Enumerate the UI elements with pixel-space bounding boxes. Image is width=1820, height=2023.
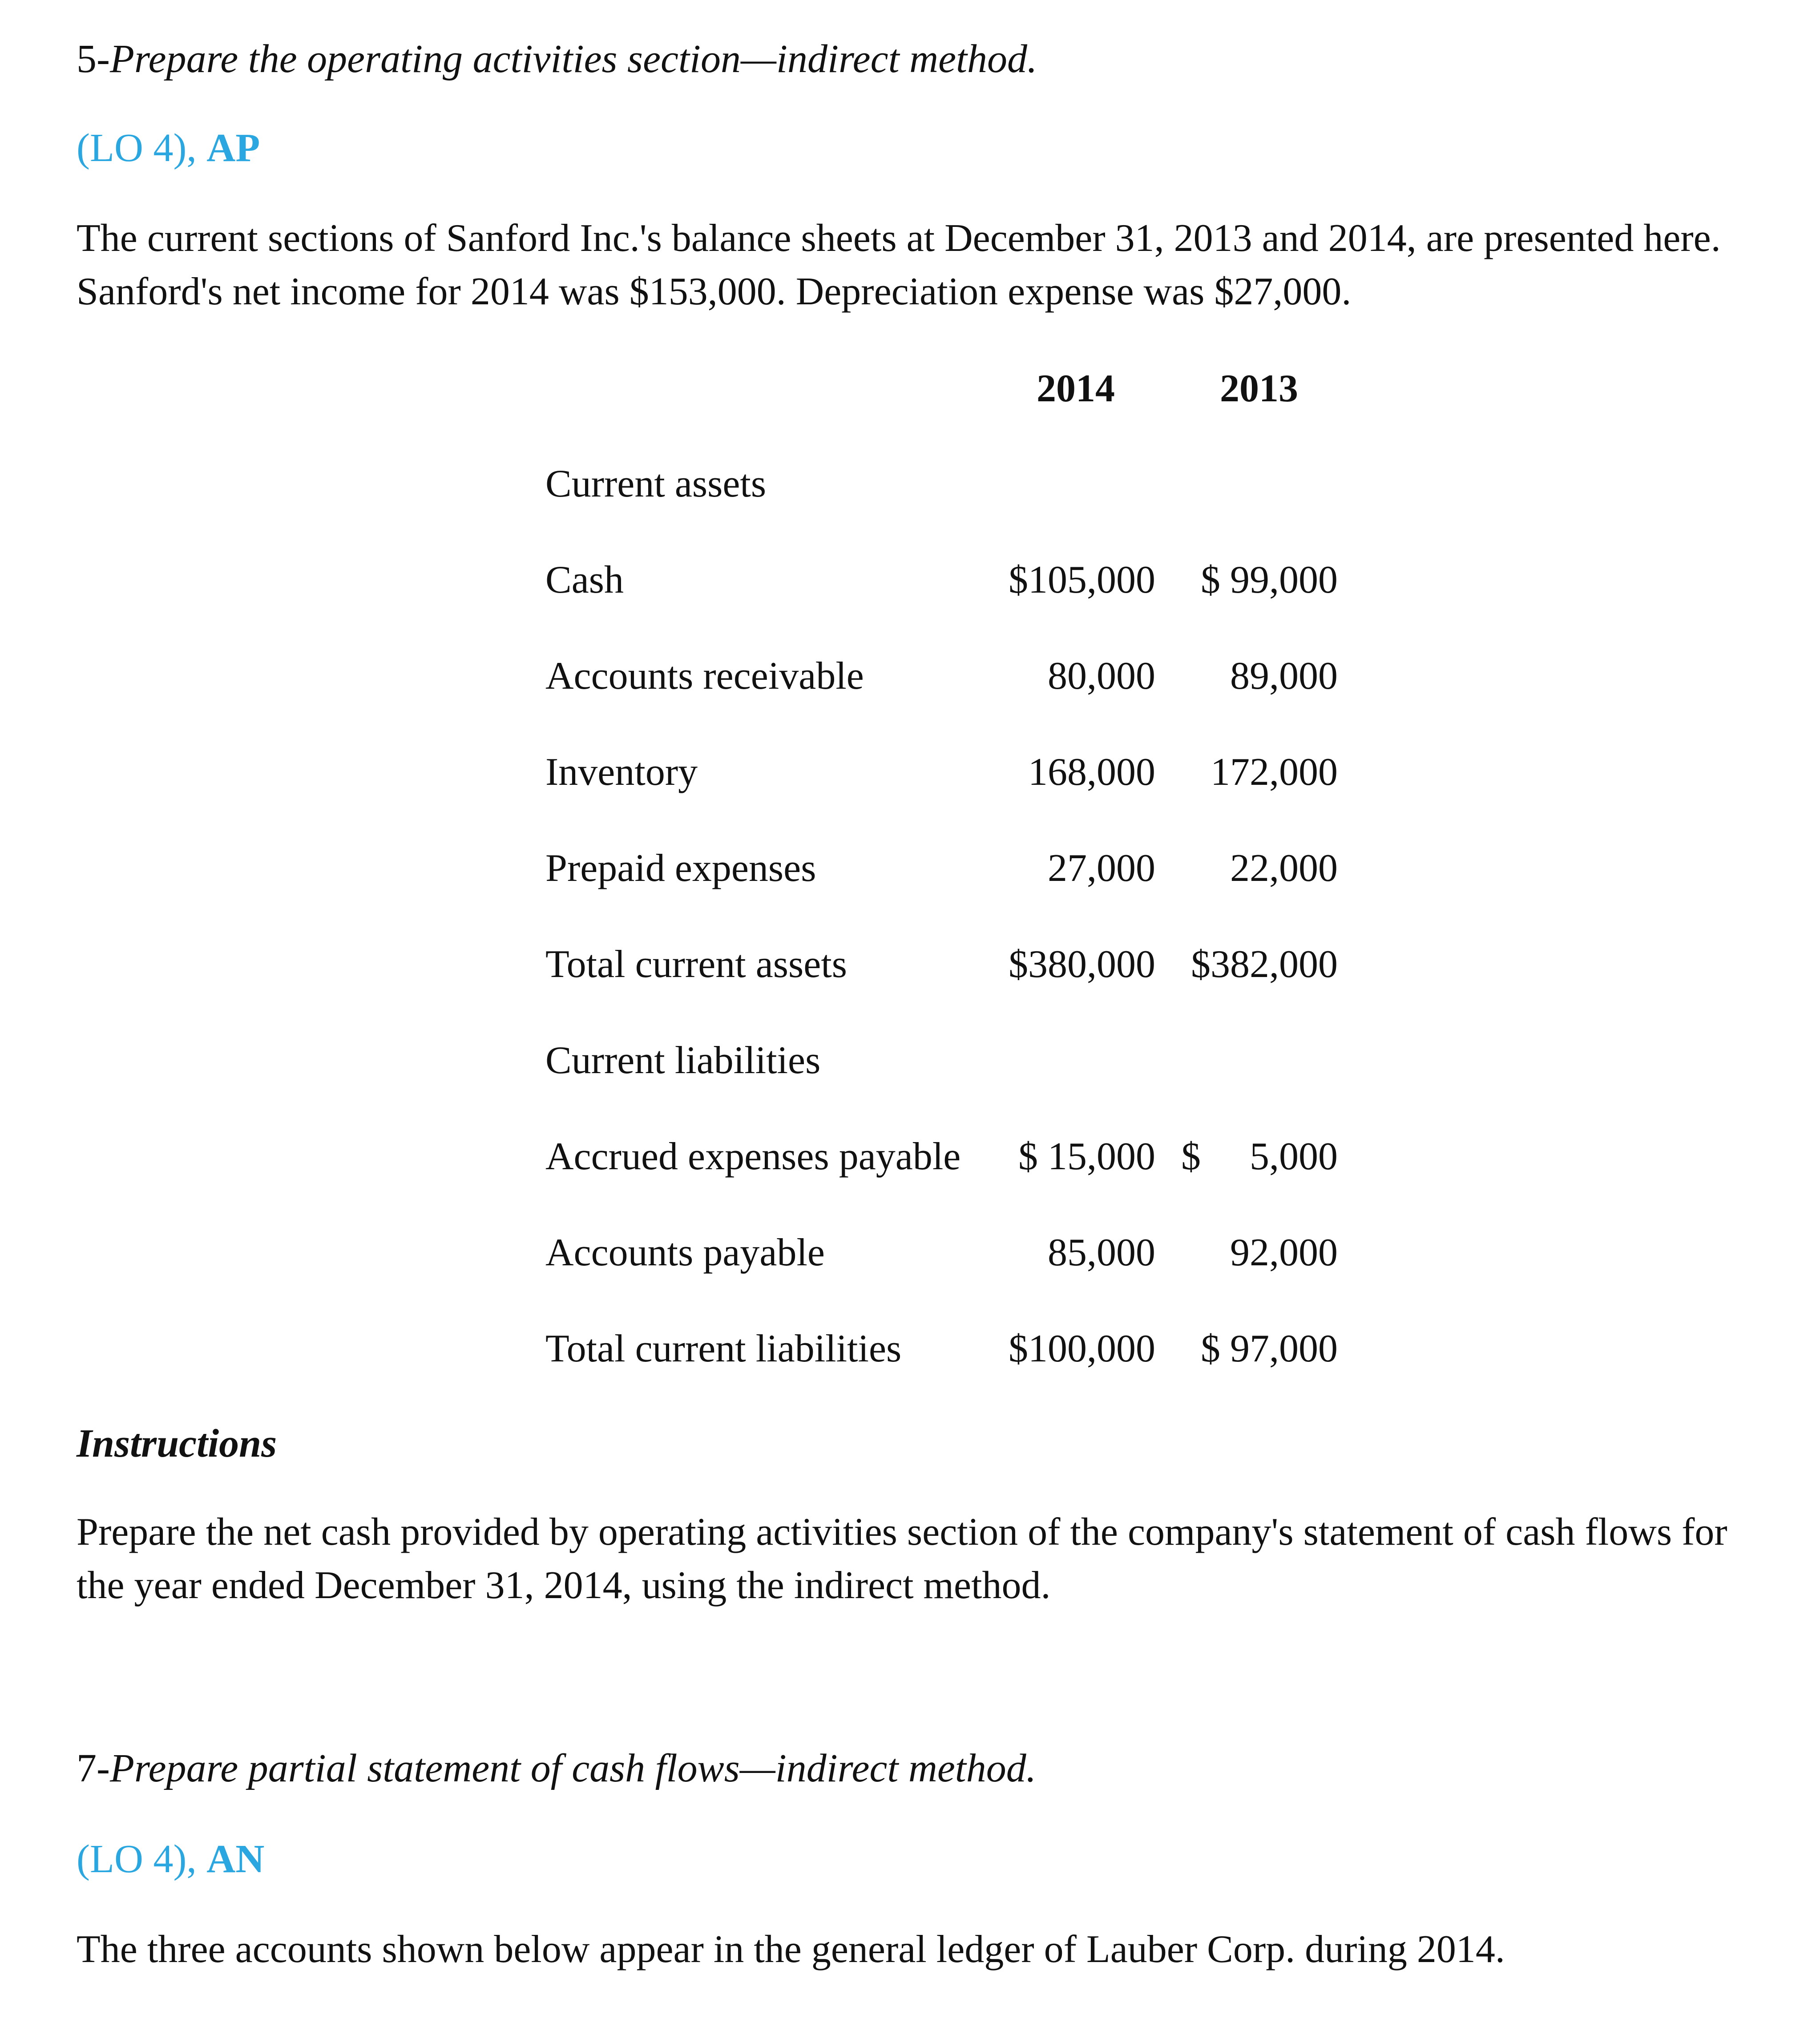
column-header-2014: 2014 (1037, 367, 1115, 410)
table-cell-2013: $382,000 (1191, 943, 1338, 986)
table-cell-2014: 80,000 (1048, 654, 1155, 698)
table-cell-2013: 92,000 (1230, 1231, 1338, 1274)
exercise-5-intro-line-2: Sanford's net income for 2014 was $153,000. Depreciation expense was $27,000. (77, 270, 1352, 313)
exercise-5-title: Prepare the operating activities section—indirect method. (109, 37, 1037, 81)
table-cell-2014: $ 15,000 (1018, 1135, 1155, 1178)
table-cell-2014: $100,000 (1009, 1327, 1155, 1370)
table-cell-2013: 89,000 (1230, 654, 1338, 698)
exercise-7-level: AN (206, 1837, 265, 1881)
table-cell-2014: 27,000 (1048, 847, 1155, 890)
table-cell-2014: $105,000 (1009, 558, 1155, 602)
exercise-5-intro (77, 212, 1721, 319)
table-row-label: Cash (545, 558, 624, 602)
table-row-label: Inventory (545, 751, 698, 794)
table-cell-2014: 85,000 (1048, 1231, 1155, 1274)
exercise-5-level: AP (206, 126, 260, 170)
table-row-label: Accounts payable (545, 1231, 825, 1274)
table-row-label: Accounts receivable (545, 654, 864, 698)
instructions-line-1: Prepare the net cash provided by operating activities section of the company's statement of cash flows for (77, 1510, 1727, 1554)
table-cell-2014: 168,000 (1028, 751, 1155, 794)
exercise-5-learning-objective (77, 128, 260, 168)
instructions-line-2: the year ended December 31, 2014, using the indirect method. (77, 1564, 1051, 1607)
instructions-heading: Instructions (77, 1421, 277, 1466)
exercise-5-lo: (LO 4), (77, 126, 207, 170)
exercise-7-learning-objective (77, 1839, 264, 1879)
table-row-label: Accrued expenses payable (545, 1135, 961, 1178)
table-cell-2013: $ 97,000 (1201, 1327, 1338, 1370)
instructions-text (77, 1506, 1727, 1612)
table-cell-2013: 22,000 (1230, 847, 1338, 890)
exercise-7-lo: (LO 4), (77, 1837, 207, 1881)
exercise-5-number: 5- (77, 37, 110, 81)
exercise-7-title: Prepare partial statement of cash flows—indirect method. (109, 1746, 1037, 1790)
table-row-label: Total current liabilities (545, 1327, 902, 1370)
table-cell-2013: 172,000 (1211, 751, 1338, 794)
exercise-7-heading (77, 1748, 1036, 1789)
column-header-2013: 2013 (1220, 367, 1298, 410)
table-row-label: Current assets (545, 462, 767, 505)
table-cell-2013: $ 99,000 (1201, 558, 1338, 602)
table-row-label: Prepaid expenses (545, 847, 816, 890)
exercise-7-number: 7- (77, 1746, 110, 1790)
table-row-label: Current liabilities (545, 1039, 821, 1082)
exercise-7-intro: The three accounts shown below appear in the general ledger of Lauber Corp. during 2014. (77, 1928, 1505, 1971)
table-cell-2014: $380,000 (1009, 943, 1155, 986)
exercise-5-intro-line-1: The current sections of Sanford Inc.'s balance sheets at December 31, 2013 and 2014, are presented here. (77, 217, 1721, 260)
table-row-label: Total current assets (545, 943, 847, 986)
exercise-5-heading (77, 39, 1037, 79)
table-cell-2013: $ 5,000 (1181, 1135, 1338, 1178)
